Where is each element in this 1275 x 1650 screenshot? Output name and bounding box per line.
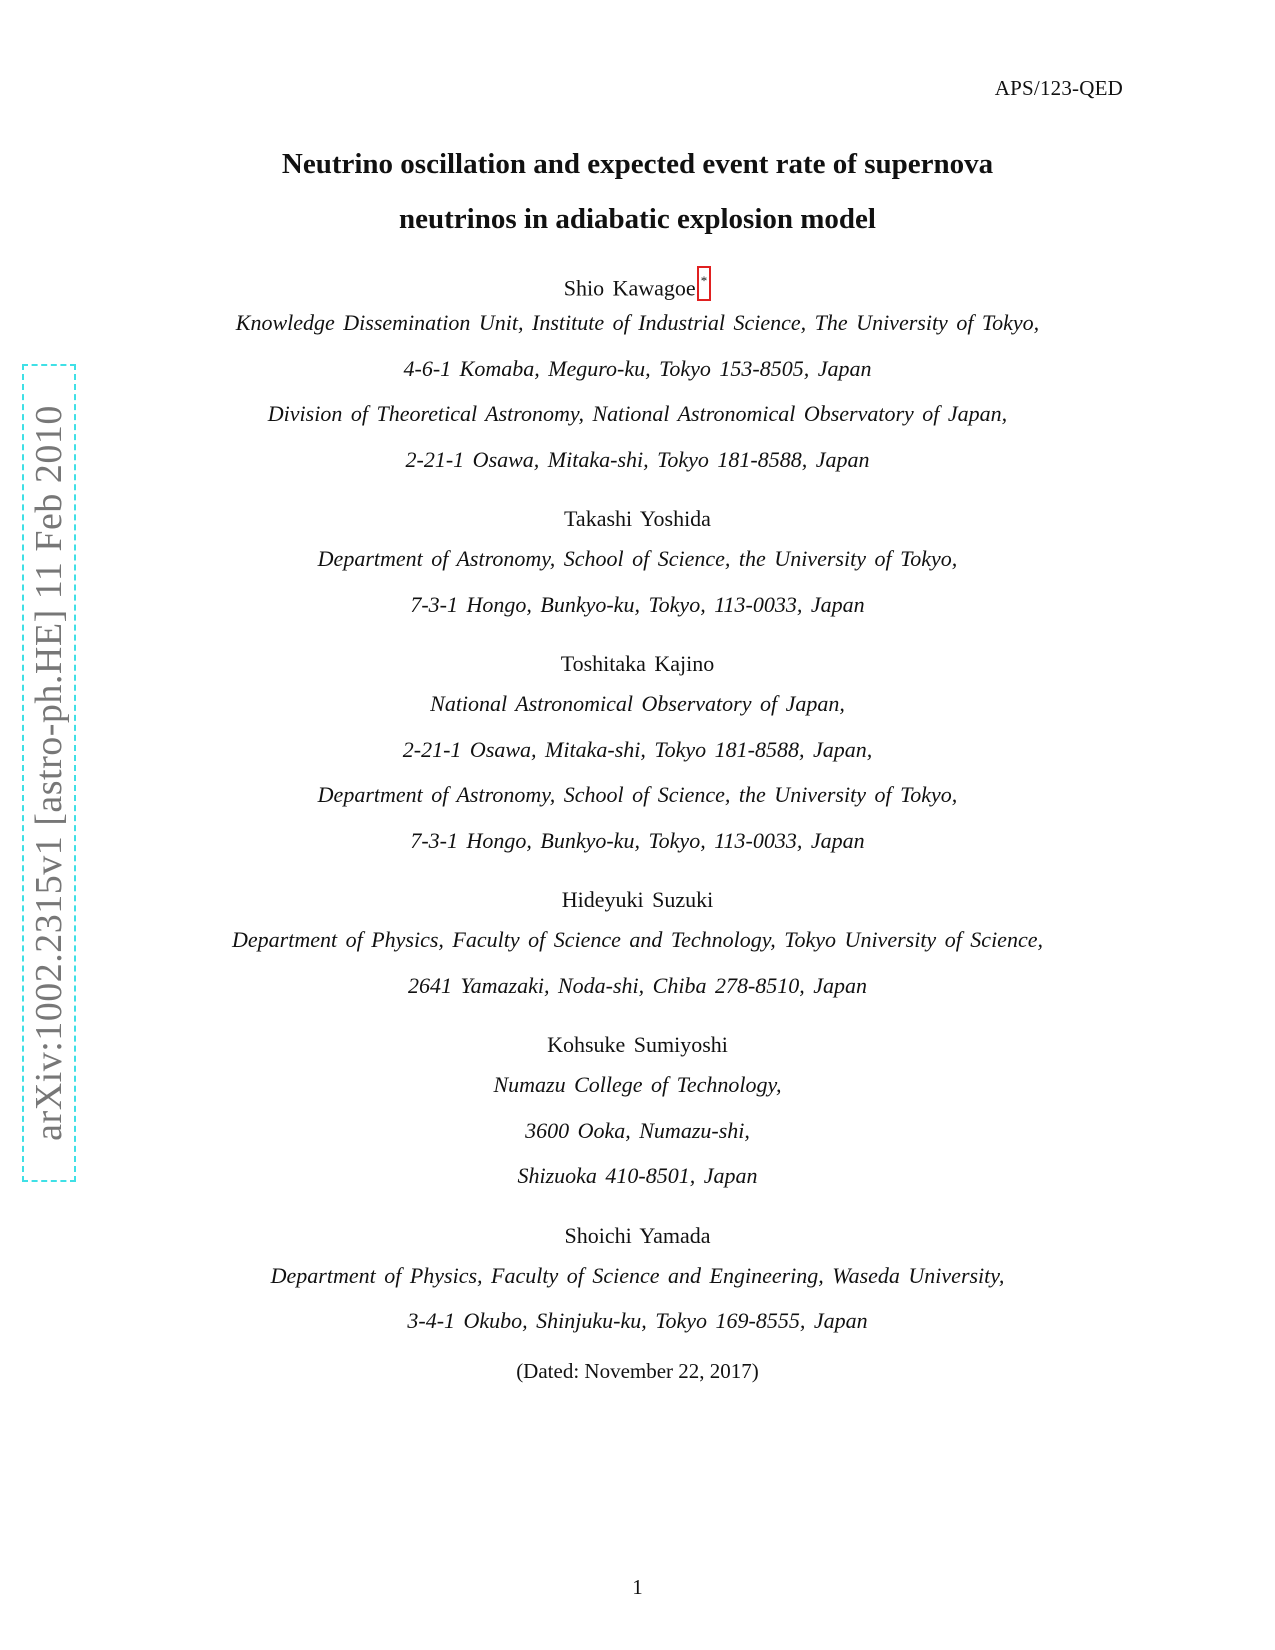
affiliation-line: 7-3-1 Hongo, Bunkyo-ku, Tokyo, 113-0033, Japan xyxy=(410,591,865,617)
author-block xyxy=(0,268,1275,482)
author-name-text: Shio Kawagoe xyxy=(563,275,696,301)
affiliation-line: Division of Theoretical Astronomy, National Astronomical Observatory of Japan, xyxy=(267,401,1008,426)
author-name: Toshitaka Kajino xyxy=(560,651,715,676)
affiliation-line: Department of Physics, Faculty of Science and Technology, Tokyo University of Science, xyxy=(232,927,1043,952)
title-line-1: Neutrino oscillation and expected event rate of supernova xyxy=(281,148,994,180)
author-block xyxy=(0,1030,1275,1199)
affiliation-line: Department of Physics, Faculty of Science and Engineering, Waseda University, xyxy=(270,1262,1005,1288)
affiliation-line: 2641 Yamazaki, Noda-shi, Chiba 278-8510, Japan xyxy=(407,972,868,998)
affiliation-line: Department of Astronomy, School of Science, the University of Tokyo, xyxy=(317,546,958,571)
affiliation-line: 3600 Ooka, Numazu-shi, xyxy=(525,1117,750,1143)
author-name xyxy=(0,268,1275,300)
author-name: Kohsuke Sumiyoshi xyxy=(547,1032,728,1057)
report-number: APS/123-QED xyxy=(994,76,1123,100)
author-block xyxy=(0,504,1275,627)
affiliation-line: Department of Astronomy, School of Science, the University of Tokyo, xyxy=(317,782,958,807)
affiliation-line: 3-4-1 Okubo, Shinjuku-ku, Tokyo 169-8555, Japan xyxy=(407,1308,868,1333)
paper-title xyxy=(0,137,1275,247)
footnote-link[interactable]: * xyxy=(697,266,712,301)
author-name: Takashi Yoshida xyxy=(564,506,711,531)
affiliation-line: Knowledge Dissemination Unit, Institute of Industrial Science, The University of Tokyo, xyxy=(235,310,1040,335)
affiliation-line: 4-6-1 Komaba, Meguro-ku, Tokyo 153-8505, Japan xyxy=(403,355,872,381)
affiliation-line: National Astronomical Observatory of Japan, xyxy=(430,691,845,716)
affiliation-line: 2-21-1 Osawa, Mitaka-shi, Tokyo 181-8588, Japan, xyxy=(402,736,873,762)
author-block xyxy=(0,1221,1275,1344)
affiliation-line: Shizuoka 410-8501, Japan xyxy=(517,1163,758,1188)
author-name: Shoichi Yamada xyxy=(564,1222,711,1248)
affiliation-line: Numazu College of Technology, xyxy=(493,1072,782,1097)
author-name: Hideyuki Suzuki xyxy=(561,887,714,912)
dated-line: (Dated: November 22, 2017) xyxy=(516,1358,759,1383)
author-block xyxy=(0,649,1275,863)
affiliation-line: 2-21-1 Osawa, Mitaka-shi, Tokyo 181-8588, Japan xyxy=(405,446,870,472)
arxiv-identifier: arXiv:1002.2315v1 [astro-ph.HE] 11 Feb 2010 xyxy=(28,405,70,1141)
affiliation-line: 7-3-1 Hongo, Bunkyo-ku, Tokyo, 113-0033, Japan xyxy=(410,827,865,853)
title-line-2: neutrinos in adiabatic explosion model xyxy=(399,203,876,235)
page-number: 1 xyxy=(632,1575,643,1599)
author-list xyxy=(0,268,1275,1386)
author-block xyxy=(0,885,1275,1008)
